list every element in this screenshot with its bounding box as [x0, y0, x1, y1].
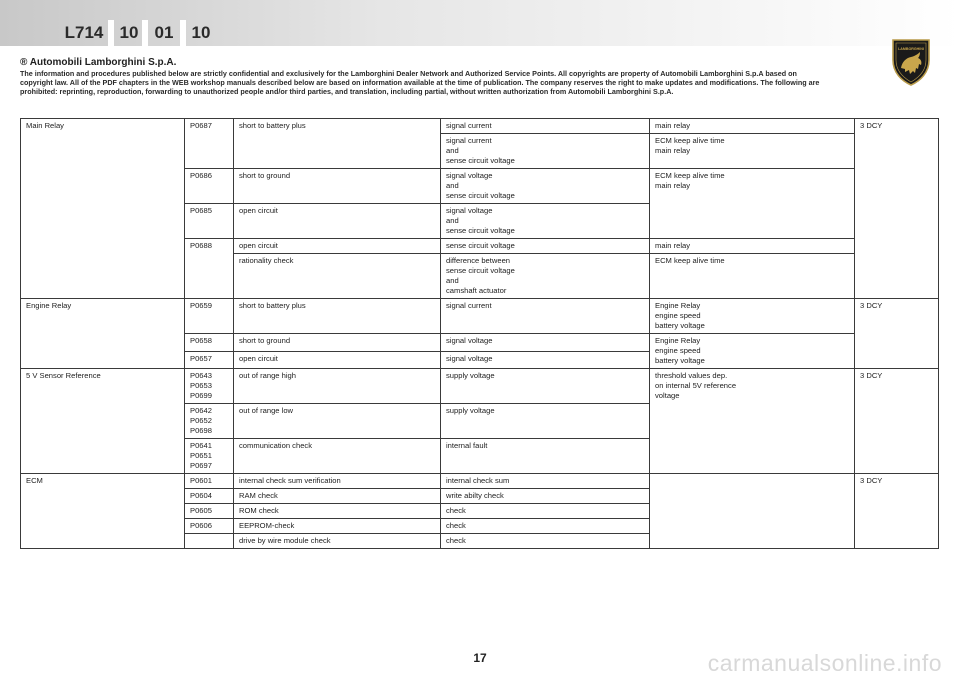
page-number: 17 [473, 651, 487, 665]
signal-cell: signal voltage and sense circuit voltage [441, 204, 650, 239]
signal-cell: sense circuit voltage [441, 239, 650, 254]
signal-cell: signal voltage and sense circuit voltage [441, 169, 650, 204]
doc-code-group: 01 [142, 20, 180, 46]
signal-cell: signal voltage [441, 351, 650, 369]
signal-cell: check [441, 504, 650, 519]
logo-wordmark: LAMBORGHINI [898, 47, 924, 51]
dtc-code-cell: P0685 [185, 204, 234, 239]
table-row [21, 474, 939, 489]
detail-cell: threshold values dep. on internal 5V reference voltage [650, 369, 855, 474]
error-type-cell: open circuit [234, 204, 441, 239]
error-type-cell: internal check sum verification [234, 474, 441, 489]
signal-cell: signal current [441, 119, 650, 134]
dtc-code-cell: P0687 [185, 119, 234, 169]
cycle-cell: 3 DCY [855, 474, 939, 549]
error-type-cell: short to battery plus [234, 119, 441, 169]
table-row [21, 119, 939, 134]
detail-cell: main relay [650, 119, 855, 134]
error-type-cell: open circuit [234, 239, 441, 254]
copyright-title: ® Automobili Lamborghini S.p.A. [20, 57, 177, 68]
doc-code-section: 10 [108, 20, 144, 46]
lamborghini-logo [890, 38, 932, 86]
table-row [21, 299, 939, 334]
detail-cell: main relay [650, 239, 855, 254]
detail-cell: Engine Relay engine speed battery voltage [650, 299, 855, 334]
error-type-cell: RAM check [234, 489, 441, 504]
error-type-cell: out of range high [234, 369, 441, 404]
detail-cell: Engine Relay engine speed battery voltage [650, 334, 855, 369]
error-type-cell: ROM check [234, 504, 441, 519]
dtc-code-cell: P0604 [185, 489, 234, 504]
dtc-code-cell: P0605 [185, 504, 234, 519]
copyright-body: The information and procedures published below are strictly confidential and exclusively for the Lamborghini Dealer Network and Authorized Service Points. All copyrights are property of Automobili Lamborghini S.p.A based on copyright law. All of the PDF chapters in the WEB workshop manuals described below are based on information available at the time of publication. The company reserves the right to make updates and modifications. The following are prohibited: reprinting, reproduction, forwarding to unauthorized people and/or third parties, and translation, including partial, without written authorization from Automobili Lamborghini S.p.A. [20, 69, 820, 97]
detail-cell: ECM keep alive time main relay [650, 169, 855, 239]
dtc-code-cell: P0657 [185, 351, 234, 369]
signal-cell: check [441, 519, 650, 534]
dtc-table [20, 118, 939, 549]
signal-cell: signal current [441, 299, 650, 334]
error-type-cell: EEPROM-check [234, 519, 441, 534]
component-cell: Engine Relay [21, 299, 185, 369]
error-type-cell: communication check [234, 439, 441, 474]
detail-cell [650, 474, 855, 549]
signal-cell: signal voltage [441, 334, 650, 352]
error-type-cell: short to ground [234, 334, 441, 352]
doc-code-sub: 10 [180, 20, 216, 46]
dtc-code-cell: P0658 [185, 334, 234, 352]
cycle-cell: 3 DCY [855, 299, 939, 369]
dtc-code-cell: P0642 P0652 P0698 [185, 404, 234, 439]
signal-cell: check [441, 534, 650, 549]
table-row [21, 369, 939, 404]
component-cell: 5 V Sensor Reference [21, 369, 185, 474]
dtc-code-cell [185, 534, 234, 549]
error-type-cell: out of range low [234, 404, 441, 439]
component-cell: Main Relay [21, 119, 185, 299]
component-cell: ECM [21, 474, 185, 549]
error-type-cell: short to battery plus [234, 299, 441, 334]
doc-code-model: L714 [64, 23, 104, 42]
error-type-cell: rationality check [234, 254, 441, 299]
watermark: carmanualsonline.info [707, 650, 942, 676]
dtc-code-cell: P0686 [185, 169, 234, 204]
detail-cell: ECM keep alive time main relay [650, 134, 855, 169]
dtc-code-cell: P0606 [185, 519, 234, 534]
copyright-notice [20, 57, 830, 97]
error-type-cell: open circuit [234, 351, 441, 369]
signal-cell: internal fault [441, 439, 650, 474]
error-type-cell: drive by wire module check [234, 534, 441, 549]
dtc-code-cell: P0641 P0651 P0697 [185, 439, 234, 474]
signal-cell: supply voltage [441, 404, 650, 439]
error-type-cell: short to ground [234, 169, 441, 204]
signal-cell: signal current and sense circuit voltage [441, 134, 650, 169]
signal-cell: supply voltage [441, 369, 650, 404]
signal-cell: difference between sense circuit voltage and camshaft actuator [441, 254, 650, 299]
cycle-cell: 3 DCY [855, 369, 939, 474]
signal-cell: internal check sum [441, 474, 650, 489]
dtc-code-cell: P0688 [185, 239, 234, 299]
dtc-code-cell: P0601 [185, 474, 234, 489]
dtc-code-cell: P0659 [185, 299, 234, 334]
detail-cell: ECM keep alive time [650, 254, 855, 299]
dtc-code-cell: P0643 P0653 P0699 [185, 369, 234, 404]
signal-cell: write abilty check [441, 489, 650, 504]
cycle-cell: 3 DCY [855, 119, 939, 299]
